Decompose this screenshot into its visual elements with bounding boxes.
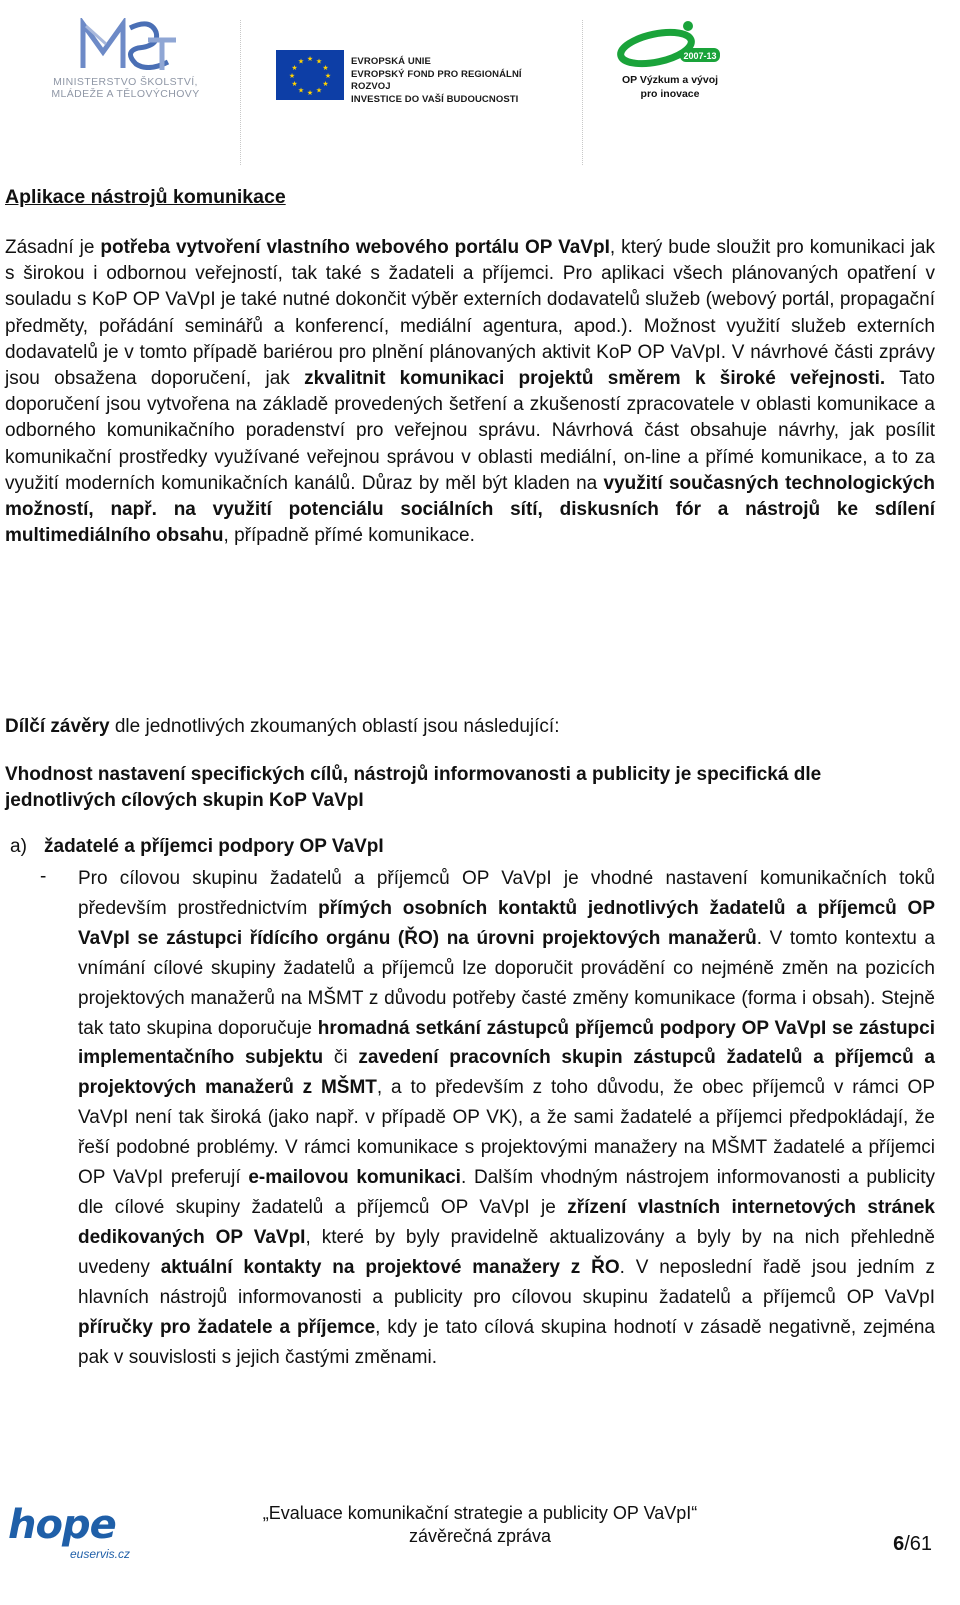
partial-conclusions-intro — [5, 716, 935, 738]
svg-text:★: ★ — [322, 80, 329, 88]
op-badge-text: 2007-13 — [683, 51, 717, 61]
msmt-logo — [38, 18, 213, 108]
bold-run: zavedení pracovních skupin zástupců žadatelů a příjemců a projektových manažerů z MŠMT — [78, 1047, 936, 1099]
text-run: , který bude sloužit pro komunikaci jak s širokou i odbornou veřejností, tak také s žadateli a příjemci. Pro aplikaci všech plánovaných opatření v souladu s KoP OP VaVpI je také nutné dokončit výběr externích dodavatelů služeb (webový portál, propagační předměty, pořádání seminářů a konferencí, mediální agentura, apod.). Možnost využití služeb externích dodavatelů je v tomto případě bariérou pro plnění plánovaných aktivit KoP OP VaVpI. V návrhové části zprávy jsou obsažena doporučení, jak — [5, 237, 935, 390]
bold-run: přímých osobních kontaktů jednotlivých žadatelů a příjemců OP VaVpI se zástupci řídícího orgánu (ŘO) na úrovni projektových manažerů — [78, 897, 935, 949]
page-current: 6 — [893, 1533, 905, 1555]
svg-text:★: ★ — [297, 57, 305, 66]
eu-flag-icon — [276, 50, 344, 100]
op-line1: OP Výzkum a vývoj — [621, 74, 719, 86]
section-heading: Aplikace nástrojů komunikace — [5, 186, 286, 208]
main-content — [5, 186, 935, 549]
msmt-logo-icon — [78, 18, 178, 70]
footer-title: „Evaluace komunikační strategie a publicity OP VaVpI“ — [262, 1503, 698, 1523]
svg-text:★: ★ — [297, 86, 305, 95]
text-run: či — [323, 1047, 359, 1069]
eu-logo — [276, 50, 556, 106]
text-run: , případně přímé komunikace. — [223, 525, 475, 547]
svg-text:★: ★ — [324, 72, 332, 80]
header-divider — [240, 20, 241, 165]
text-run: Pro cílovou skupinu žadatelů a příjemců OP VaVpI je vhodné nastavení komunikačních toků především prostřednictvím — [78, 868, 935, 919]
op-vavpi-swoosh-icon — [610, 18, 730, 73]
bullet-dash: - — [40, 866, 47, 887]
msmt-name-line1: MINISTERSTVO ŠKOLSTVÍ, — [53, 76, 198, 88]
page-number — [893, 1533, 932, 1556]
page-total: /61 — [904, 1533, 932, 1555]
bold-run: zkvalitnit komunikaci projektů směrem k široké veřejnosti. — [304, 368, 886, 390]
list-subheading-text: žadatelé a příjemci podpory OP VaVpI — [44, 836, 384, 857]
text-run: , které by byly pravidelně aktualizovány a byly by na nich přehledně uvedeny — [78, 1226, 935, 1278]
hope-logo-text: hope — [8, 1502, 116, 1548]
list-marker: a) — [10, 836, 27, 857]
svg-text:★: ★ — [306, 55, 314, 63]
text-run: . V tomto kontextu a vnímání cílové skupiny žadatelů a příjemců lze doporučit provádění co nejméně změn na pozicích projektových manažerů na MŠMT z důvodu potřeby časté změny komunikace (forma i obsah). Stejně tak tato skupina doporučuje — [78, 927, 935, 1039]
svg-text:★: ★ — [288, 72, 296, 80]
text-run: Tato doporučení jsou vytvořena na základě provedených šetření a zkušeností zpracovatele v oblasti komunikace a odborného komunikačního poradenství pro veřejnou správu. Návrhová část obsahuje návrhy, jak posílit komunikační prostředky využívané veřejnou správou v oblasti mediální, on-line a přímé komunikace, a to za využití moderních komunikačních kanálů. Důraz by měl být kladen na — [5, 368, 935, 494]
eu-line3: INVESTICE DO VAŠÍ BUDOUCNOSTI — [351, 93, 519, 105]
msmt-name-line2: MLÁDEŽE A TĚLOVÝCHOVY — [51, 88, 200, 100]
bullet-paragraph — [78, 864, 935, 1372]
op-line2: pro inovace — [640, 88, 700, 100]
text-run: dle jednotlivých zkoumaných oblastí jsou následující: — [109, 716, 560, 737]
svg-text:★: ★ — [291, 64, 298, 72]
svg-text:★: ★ — [322, 64, 329, 72]
bold-run: Dílčí závěry — [5, 716, 110, 737]
text-run: . Dalším vhodným nástrojem informovanosti a publicity dle cílové skupiny žadatelů a příjemců OP VaVpI je — [78, 1167, 935, 1218]
intro-paragraph — [5, 235, 935, 549]
footer-caption — [0, 1502, 960, 1548]
svg-text:★: ★ — [306, 89, 314, 97]
text-run: , kdy je tato cílová skupina hodnotí v zásadě negativně, zejména pak v souvislosti s jejich častými změnami. — [78, 1316, 935, 1368]
bold-run: příručky pro žadatele a příjemce — [78, 1316, 376, 1338]
text-run: . V neposlední řadě jsou jedním z hlavních nástrojů informovanosti a publicity pro cílovou skupinu žadatelů a příjemců OP VaVpI — [78, 1256, 935, 1308]
svg-text:★: ★ — [315, 57, 323, 66]
op-vavpi-logo — [610, 18, 740, 118]
bold-run: e-mailovou komunikaci — [248, 1167, 461, 1189]
bold-run: aktuální kontakty na projektové manažery z ŘO — [160, 1256, 620, 1278]
text-run: Zásadní je — [5, 237, 101, 258]
eu-line2: EVROPSKÝ FOND PRO REGIONÁLNÍ ROZVOJ — [351, 68, 522, 92]
bold-run: potřeba vytvoření vlastního webového portálu OP VaVpI — [100, 237, 610, 258]
page-header — [0, 0, 960, 170]
list-subheading — [10, 836, 384, 858]
conclusion-heading: Vhodnost nastavení specifických cílů, nástrojů informovanosti a publicity je specifická dle jednotlivých cílových skupin KoP VaVpI — [5, 764, 822, 811]
bold-run: využití současných technologických možností, např. na využití potenciálu sociálních sítí, diskusních fór a nástrojů ke sdílení multimediálního obsahu — [5, 472, 935, 547]
bold-run: zřízení vlastních internetových stránek dedikovaných OP VaVpI — [78, 1196, 935, 1248]
text-run: , a to především z toho důvodu, že obec příjemců v rámci OP VaVpI není tak široká (jako např. v případě OP VK), a že sami žadatelé a příjemci předpokládají, že řeší podobné problémy. V rámci komunikace s projektovými manažery na MŠMT žadatelé a příjemci OP VaVpI preferují — [78, 1077, 935, 1189]
footer-subtitle: závěrečná zpráva — [408, 1526, 552, 1546]
svg-text:★: ★ — [315, 86, 323, 95]
svg-text:★: ★ — [291, 80, 298, 88]
bold-run: hromadná setkání zástupců příjemců podpory OP VaVpI se zástupci implementačního subjektu — [78, 1017, 935, 1069]
eu-line1: EVROPSKÁ UNIE — [351, 56, 431, 67]
header-divider — [582, 20, 583, 165]
hope-logo-subtext: euservis.cz — [70, 1547, 131, 1561]
